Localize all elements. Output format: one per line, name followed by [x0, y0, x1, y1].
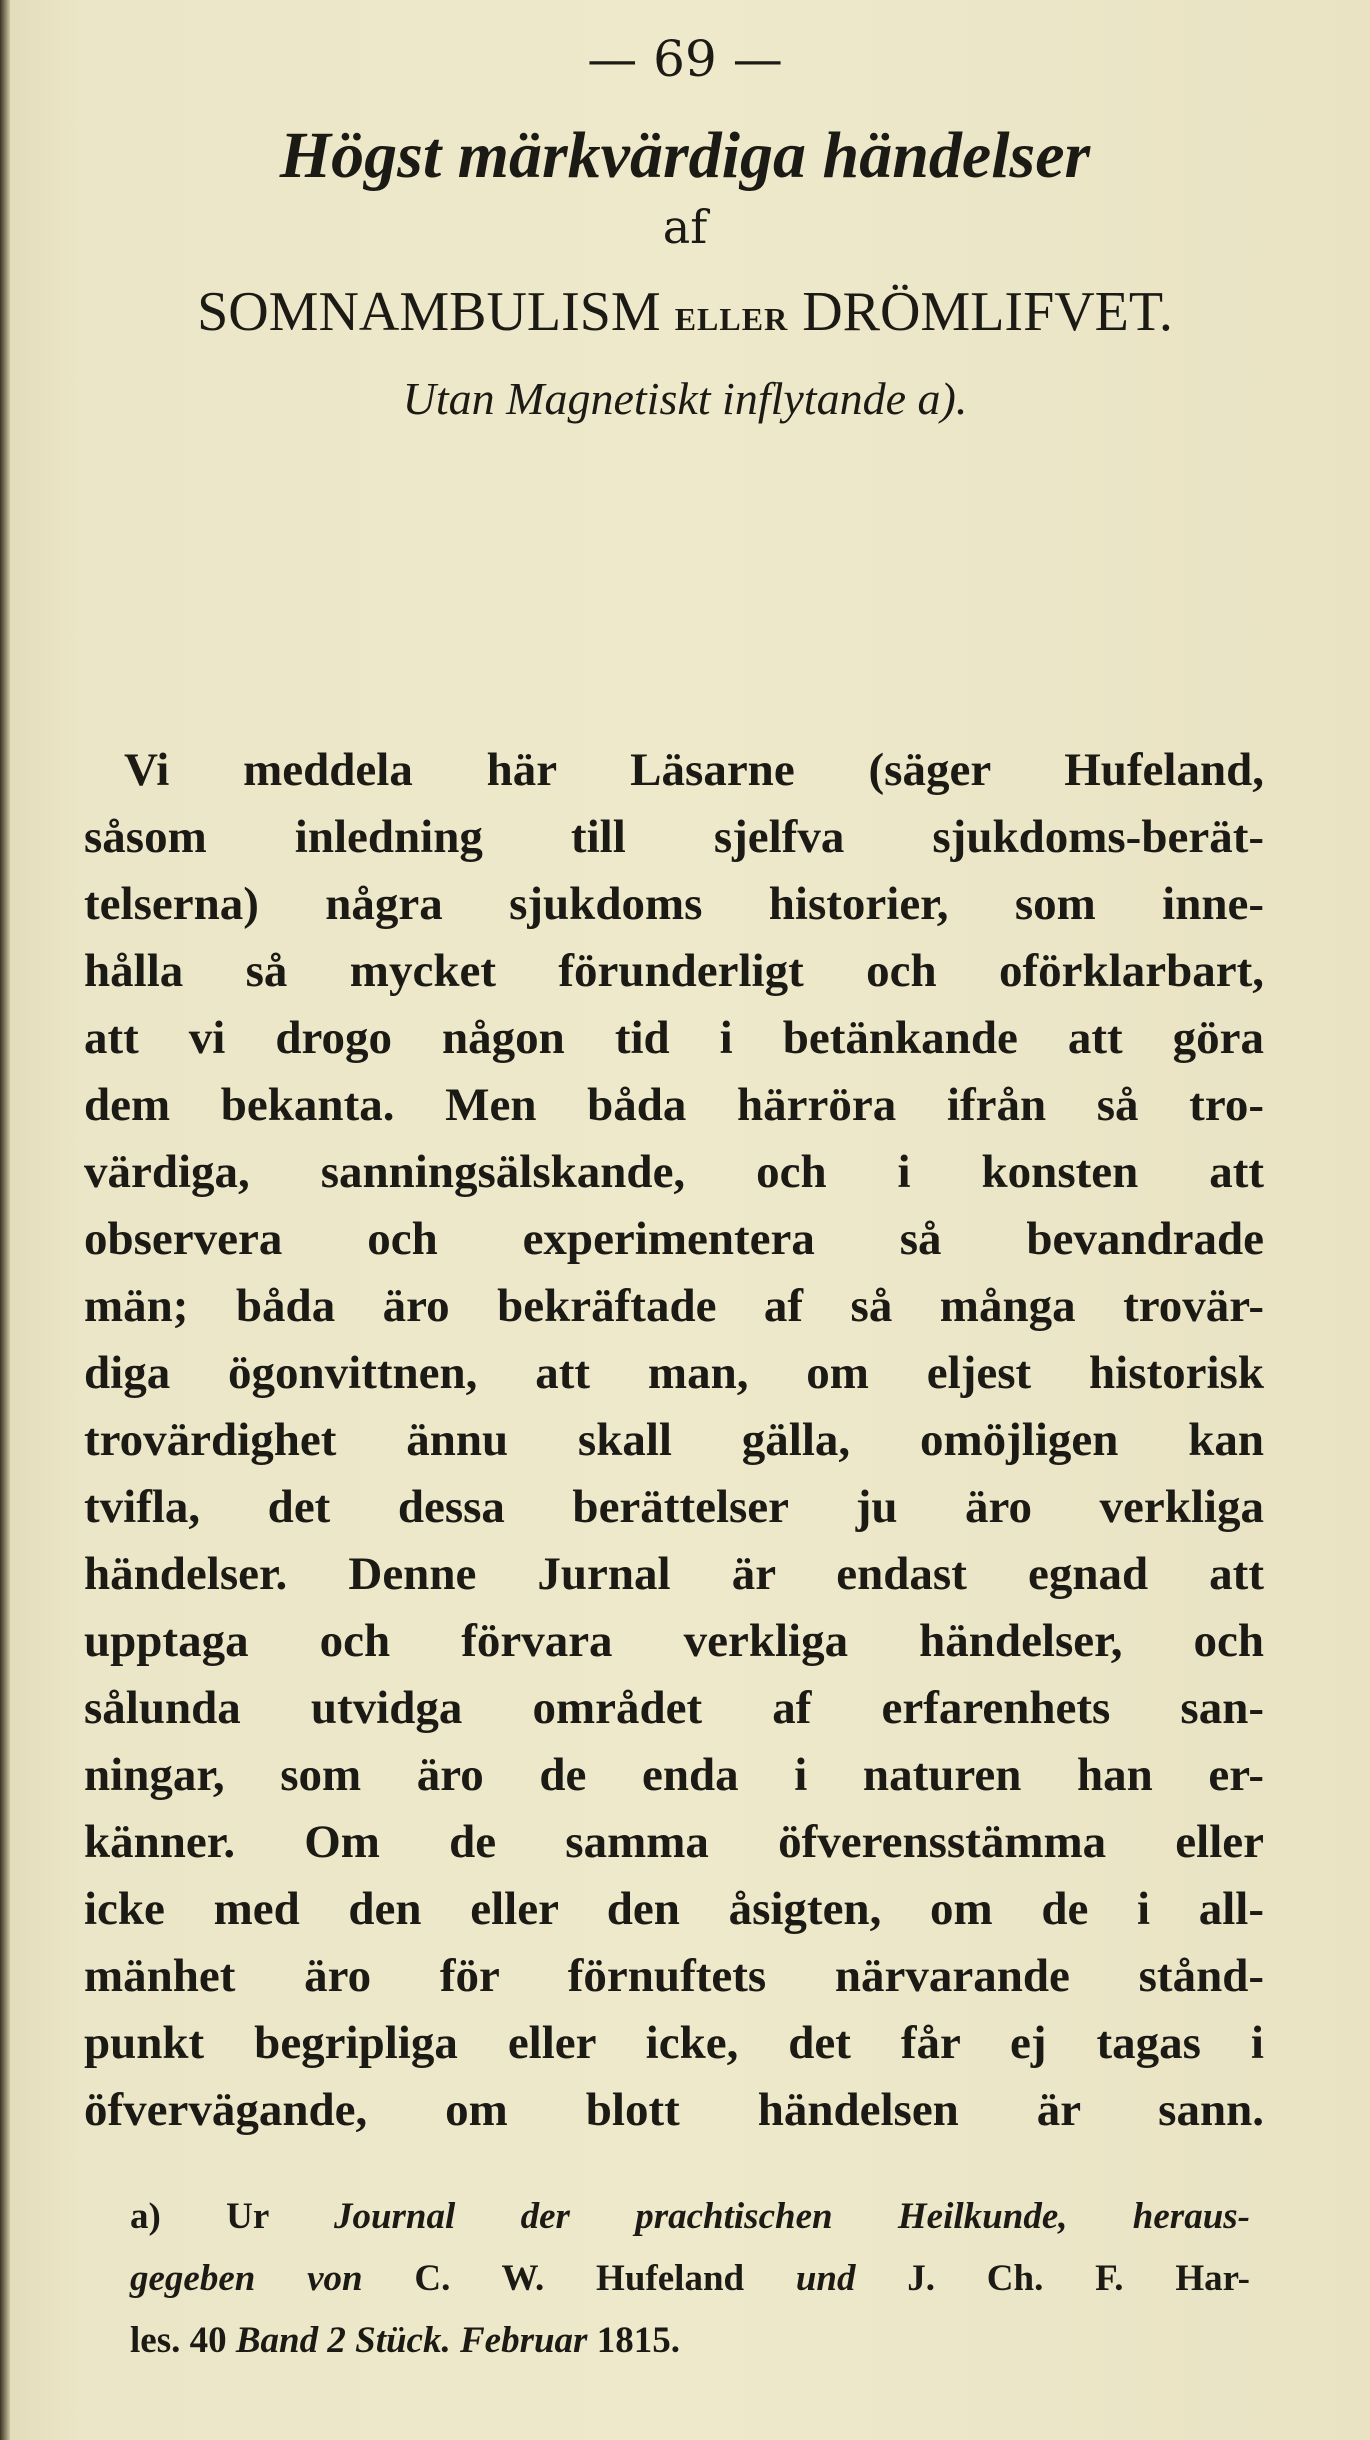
body-paragraph [84, 737, 1264, 2144]
footnote-line [130, 2248, 1250, 2310]
text-line: diga ögonvittnen, att man, om eljest historisk [84, 1347, 1264, 1399]
text-line: punkt begripliga eller icke, det får ej tagas i [84, 2017, 1264, 2069]
chapter-subtitle-2: Utan Magnetiskt inflytande a). [402, 373, 968, 424]
text-line: värdiga, sanningsälskande, och i konsten att [84, 1146, 1264, 1198]
text-line: telserna) några sjukdoms historier, som inne- [84, 878, 1264, 930]
text-line: händelser. Denne Jurnal är endast egnad att [84, 1548, 1264, 1600]
text-line: upptaga och förvara verkliga händelser, och [84, 1615, 1264, 1667]
text-line: män; båda äro bekräftade af så många trovär- [84, 1280, 1264, 1332]
text-line: öfvervägande, om blott händelsen är sann. [84, 2084, 1264, 2136]
footnote-text: gegeben von [130, 2258, 415, 2299]
text-line: såsom inledning till sjelfva sjukdoms-berät- [84, 811, 1264, 863]
footnote [130, 2186, 1250, 2372]
subtitle-part1: SOMNAMBULISM [197, 281, 661, 343]
subtitle-eller: ELLER [674, 301, 789, 337]
page-edge [0, 0, 10, 2440]
footnote-text: Band 2 Stück. Februar [235, 2320, 597, 2361]
text-line: hålla så mycket förunderligt och oförklarbart, [84, 945, 1264, 997]
subtitle-part2: DRÖMLIFVET. [802, 281, 1173, 343]
footnote-text: J. Ch. F. Har- [907, 2258, 1250, 2299]
text-line: mänhet äro för förnuftets närvarande stånd- [84, 1950, 1264, 2002]
footnote-line [130, 2186, 1250, 2248]
text-line: icke med den eller den åsigten, om de i all- [84, 1883, 1264, 1935]
footnote-text: a) Ur [130, 2196, 334, 2237]
footnote-text: Journal der prachtischen Heilkunde, heraus- [333, 2196, 1250, 2237]
text-line: ningar, som äro de enda i naturen han er- [84, 1749, 1264, 1801]
title-af: af [662, 200, 708, 254]
text-line: Vi meddela här Läsarne (säger Hufeland, [124, 744, 1264, 796]
text-line: dem bekanta. Men båda härröra ifrån så tro- [84, 1079, 1264, 1131]
text-line: trovärdighet ännu skall gälla, omöjligen kan [84, 1414, 1264, 1466]
footnote-text: C. W. Hufeland [414, 2258, 796, 2299]
chapter-title: Högst märkvärdiga händelser [279, 119, 1091, 192]
footnote-text: und [795, 2258, 908, 2299]
footnote-line [130, 2310, 1250, 2372]
text-line: tvifla, det dessa berättelser ju äro verkliga [84, 1481, 1264, 1533]
text-line: sålunda utvidga området af erfarenhets san- [84, 1682, 1264, 1734]
chapter-subtitle [0, 280, 1370, 344]
footnote-text: les. 40 [130, 2320, 236, 2361]
text-line: att vi drogo någon tid i betänkande att göra [84, 1012, 1264, 1064]
text-line: observera och experimentera så bevandrade [84, 1213, 1264, 1265]
page-number: — 69 — [587, 30, 783, 88]
text-line: känner. Om de samma öfverensstämma eller [84, 1816, 1264, 1868]
footnote-text: 1815. [596, 2320, 680, 2361]
